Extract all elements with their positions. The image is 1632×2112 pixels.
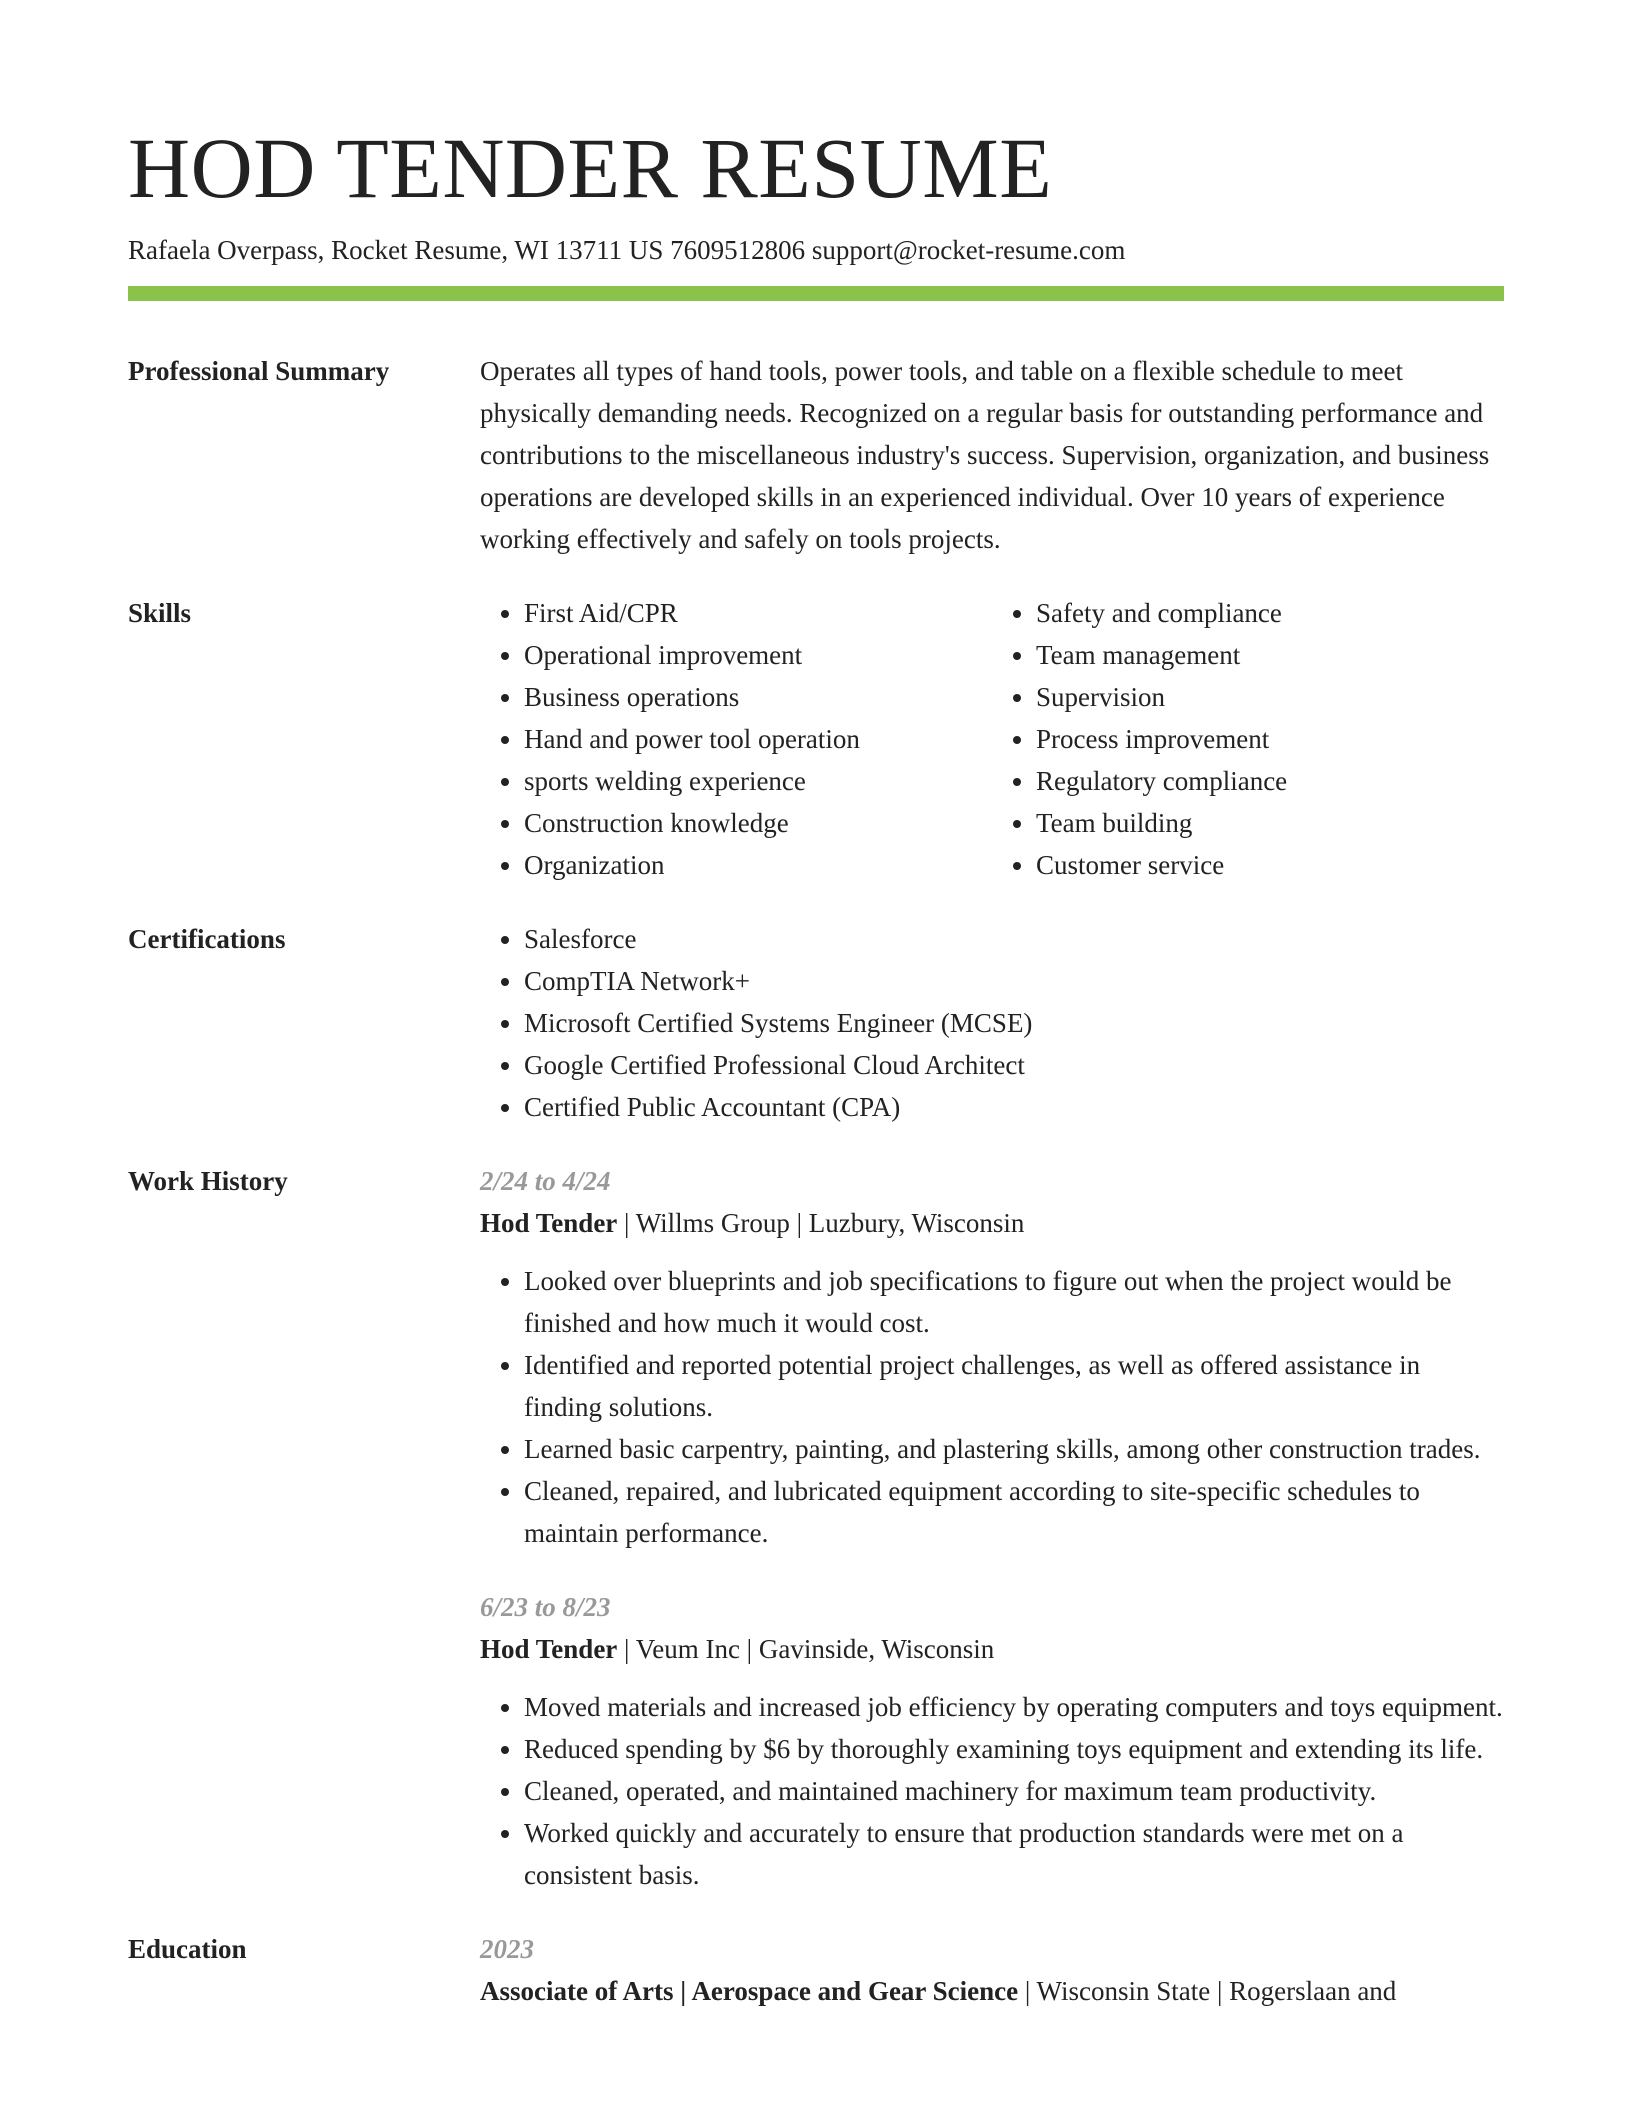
job-bullet: • Identified and reported potential project challenges, as well as offered assistance in finding solutions. (524, 1344, 1504, 1428)
skill-item: • Team building (1036, 802, 1484, 844)
section-label-education: Education (128, 1934, 247, 1964)
certifications-section (128, 918, 1504, 1128)
summary-content (480, 350, 1504, 560)
skill-item: • Safety and compliance (1036, 592, 1484, 634)
education-section (128, 1928, 1504, 2012)
education-field: Aerospace and Gear Science (691, 1976, 1019, 2006)
skill-item: • Process improvement (1036, 718, 1484, 760)
job-date: 6/23 to 8/23 (480, 1592, 611, 1622)
education-degree: Associate of Arts (480, 1976, 674, 2006)
education-content (480, 1928, 1504, 2012)
job-heading (480, 1202, 1504, 1244)
summary-section (128, 350, 1504, 560)
section-label-work-history: Work History (128, 1166, 288, 1196)
job-details: | Willms Group | Luzbury, Wisconsin (617, 1208, 1025, 1238)
summary-text: Operates all types of hand tools, power tools, and table on a flexible schedule to meet physically demanding needs. Recognized on a regular basis for outstanding performance and contributions to the miscellaneous industry's success. Supervision, organization, and business operations are developed skills in an experienced individual. Over 10 years of experience working effectively and safely on tools projects. (480, 356, 1490, 554)
job-date: 2/24 to 4/24 (480, 1166, 611, 1196)
job-bullet: • Cleaned, repaired, and lubricated equipment according to site-specific schedules to maintain performance. (524, 1470, 1504, 1554)
job-bullets (480, 1260, 1504, 1554)
skill-item: • Construction knowledge (524, 802, 972, 844)
skill-item: • Team management (1036, 634, 1484, 676)
education-school: | Wisconsin State | Rogerslaan and (1018, 1976, 1397, 2006)
skills-column-2 (992, 592, 1484, 886)
section-label-certifications: Certifications (128, 924, 286, 954)
job-details: | Veum Inc | Gavinside, Wisconsin (617, 1634, 995, 1664)
job-title: Hod Tender (480, 1208, 618, 1238)
skill-item: • Business operations (524, 676, 972, 718)
work-history-content (480, 1160, 1504, 1896)
education-heading: Associate of Arts | Aerospace and Gear Science | Wisconsin State | Rogerslaan and (480, 1976, 1397, 2006)
job-bullet: • Moved materials and increased job efficiency by operating computers and toys equipment. (524, 1686, 1504, 1728)
contact-info: Rafaela Overpass, Rocket Resume, WI 13711 US 7609512806 support@rocket-resume.com (128, 235, 1126, 265)
skills-column-1 (480, 592, 972, 886)
certification-item: • CompTIA Network+ (524, 960, 1504, 1002)
job-title: Hod Tender (480, 1634, 618, 1664)
skill-item: • Regulatory compliance (1036, 760, 1484, 802)
skill-item: • First Aid/CPR (524, 592, 972, 634)
resume-sections (128, 350, 1504, 2044)
certification-item: • Certified Public Accountant (CPA) (524, 1086, 1504, 1128)
skill-item: • Organization (524, 844, 972, 886)
job-bullet: • Cleaned, operated, and maintained machinery for maximum team productivity. (524, 1770, 1504, 1812)
certifications-content (480, 918, 1504, 1128)
section-label-summary: Professional Summary (128, 356, 390, 386)
skill-item: • sports welding experience (524, 760, 972, 802)
job-entry (480, 1160, 1504, 1554)
skill-item: • Customer service (1036, 844, 1484, 886)
certification-item: • Microsoft Certified Systems Engineer (MCSE) (524, 1002, 1504, 1044)
job-bullet: • Looked over blueprints and job specifications to figure out when the project would be finished and how much it would cost. (524, 1260, 1504, 1344)
job-bullet: • Worked quickly and accurately to ensure that production standards were met on a consistent basis. (524, 1812, 1504, 1896)
skill-item: • Supervision (1036, 676, 1484, 718)
skills-content (480, 592, 1504, 886)
certification-item: • Salesforce (524, 918, 1504, 960)
education-date: 2023 (480, 1934, 534, 1964)
job-bullet: • Learned basic carpentry, painting, and plastering skills, among other construction trades. (524, 1428, 1504, 1470)
job-bullet: • Reduced spending by $6 by thoroughly examining toys equipment and extending its life. (524, 1728, 1504, 1770)
work-history-section (128, 1160, 1504, 1896)
header-divider (128, 286, 1504, 301)
job-entry (480, 1586, 1504, 1896)
skill-item: • Hand and power tool operation (524, 718, 972, 760)
resume-title: HOD TENDER RESUME (128, 120, 1053, 216)
certifications-list (480, 918, 1504, 1128)
job-heading (480, 1628, 1504, 1670)
section-label-skills: Skills (128, 598, 192, 628)
skill-item: • Operational improvement (524, 634, 972, 676)
job-bullets (480, 1686, 1504, 1896)
skills-section (128, 592, 1504, 886)
certification-item: • Google Certified Professional Cloud Architect (524, 1044, 1504, 1086)
